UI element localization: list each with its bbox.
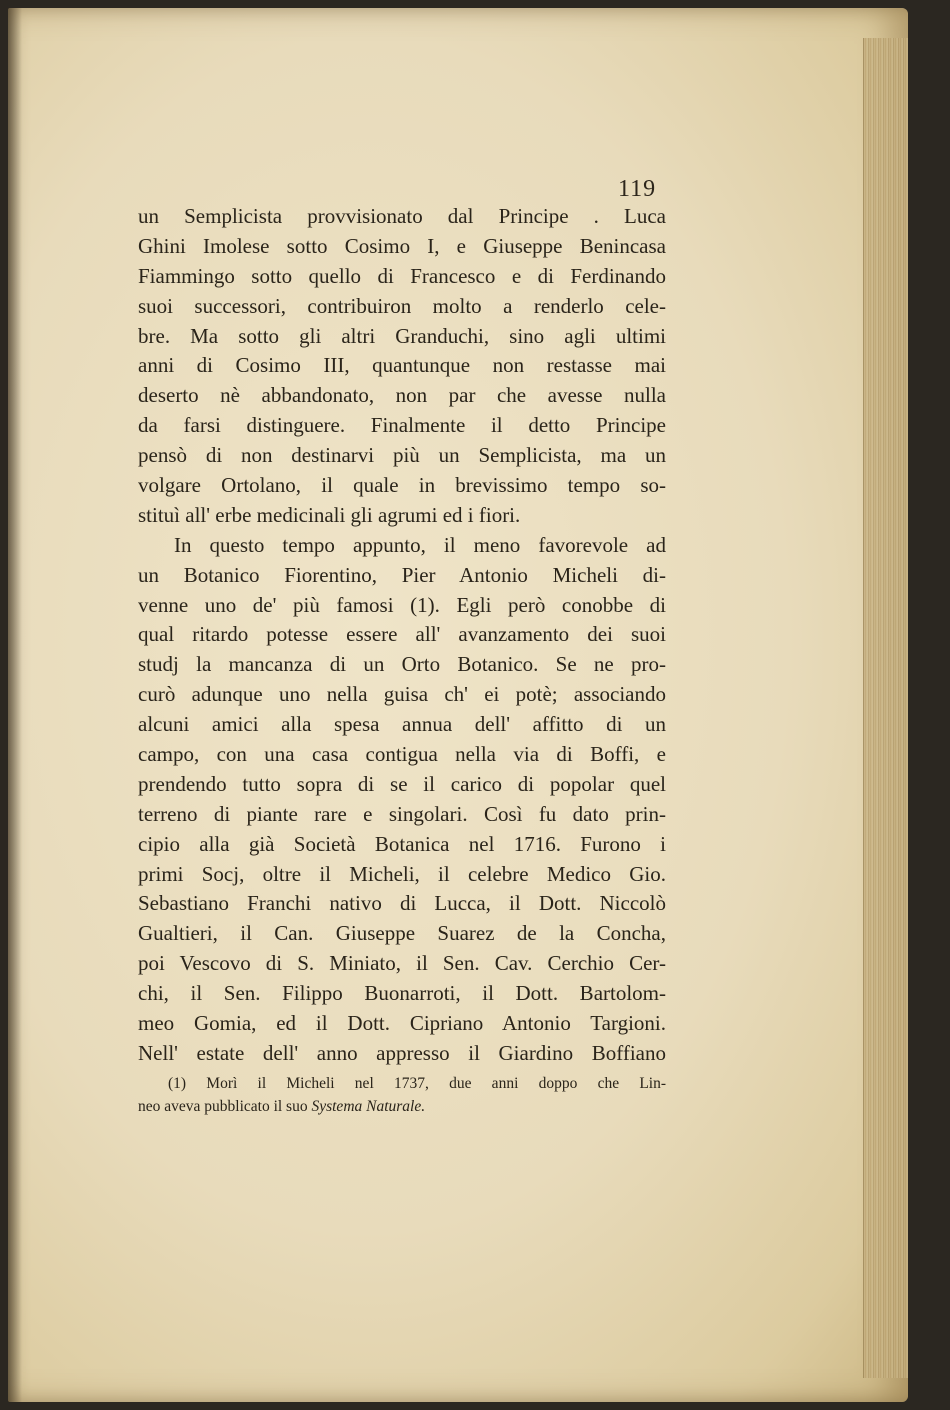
text-line: prendendo tutto sopra di se il carico di popolar quel <box>138 771 666 796</box>
spine-shadow <box>8 8 22 1402</box>
footnote-line: (1) Morì il Micheli nel 1737, due anni doppo che Lin- <box>168 1075 666 1092</box>
text-line: qual ritardo potesse essere all' avanzamento dei suoi <box>138 622 666 647</box>
text-line: volgare Ortolano, il quale in brevissimo tempo so- <box>138 473 666 498</box>
text-line: da farsi distinguere. Finalmente il detto Principe <box>138 413 666 438</box>
text-line: curò adunque uno nella guisa ch' ei potè; associando <box>138 682 666 707</box>
text-line: venne uno de' più famosi (1). Egli però conobbe di <box>138 592 666 617</box>
text-line: chi, il Sen. Filippo Buonarroti, il Dott. Bartolom- <box>138 981 666 1006</box>
text-line: pensò di non destinarvi più un Semplicista, ma un <box>138 443 666 468</box>
text-line: bre. Ma sotto gli altri Granduchi, sino agli ultimi <box>138 323 666 348</box>
text-line: terreno di piante rare e singolari. Così fu dato prin- <box>138 801 666 826</box>
page-number: 119 <box>618 176 657 202</box>
footnote-text: neo aveva pubblicato il suo <box>138 1098 312 1115</box>
text-line: primi Socj, oltre il Micheli, il celebre Medico Gio. <box>138 861 666 886</box>
text-line: anni di Cosimo III, quantunque non restasse mai <box>138 353 666 378</box>
text-line: Gualtieri, il Can. Giuseppe Suarez de la Concha, <box>138 921 666 946</box>
text-line: un Semplicista provvisionato dal Principe . Luca <box>138 204 666 228</box>
body-text <box>138 202 666 1069</box>
text-line: un Botanico Fiorentino, Pier Antonio Micheli di- <box>138 562 666 587</box>
footnote-book-title: Systema Naturale. <box>311 1098 426 1115</box>
text-line: campo, con una casa contigua nella via di Boffi, e <box>138 742 666 767</box>
text-line: meo Gomia, ed il Dott. Cipriano Antonio Targioni. <box>138 1011 666 1036</box>
text-line: Fiammingo sotto quello di Francesco e di Ferdinando <box>138 263 666 288</box>
text-line: stituì all' erbe medicinali gli agrumi ed i fiori. <box>138 502 521 527</box>
footnote <box>138 1072 666 1118</box>
text-line: cipio alla già Società Botanica nel 1716. Furono i <box>138 831 666 856</box>
page-edges <box>863 38 908 1378</box>
text-line: Nell' estate dell' anno appresso il Giardino Boffiano <box>138 1040 666 1065</box>
text-line: Ghini Imolese sotto Cosimo I, e Giuseppe Benincasa <box>138 233 666 258</box>
text-line: suoi successori, contribuiron molto a renderlo cele- <box>138 293 666 318</box>
text-line: deserto nè abbandonato, non par che avesse nulla <box>138 383 666 408</box>
text-line: studj la mancanza di un Orto Botanico. Se ne pro- <box>138 652 666 677</box>
footnote-line <box>138 1095 666 1118</box>
text-line: In questo tempo appunto, il meno favorevole ad <box>174 532 666 557</box>
text-line: poi Vescovo di S. Miniato, il Sen. Cav. Cerchio Cer- <box>138 951 666 976</box>
text-line: Sebastiano Franchi nativo di Lucca, il Dott. Niccolò <box>138 891 666 916</box>
text-line: alcuni amici alla spesa annua dell' affitto di un <box>138 712 666 737</box>
